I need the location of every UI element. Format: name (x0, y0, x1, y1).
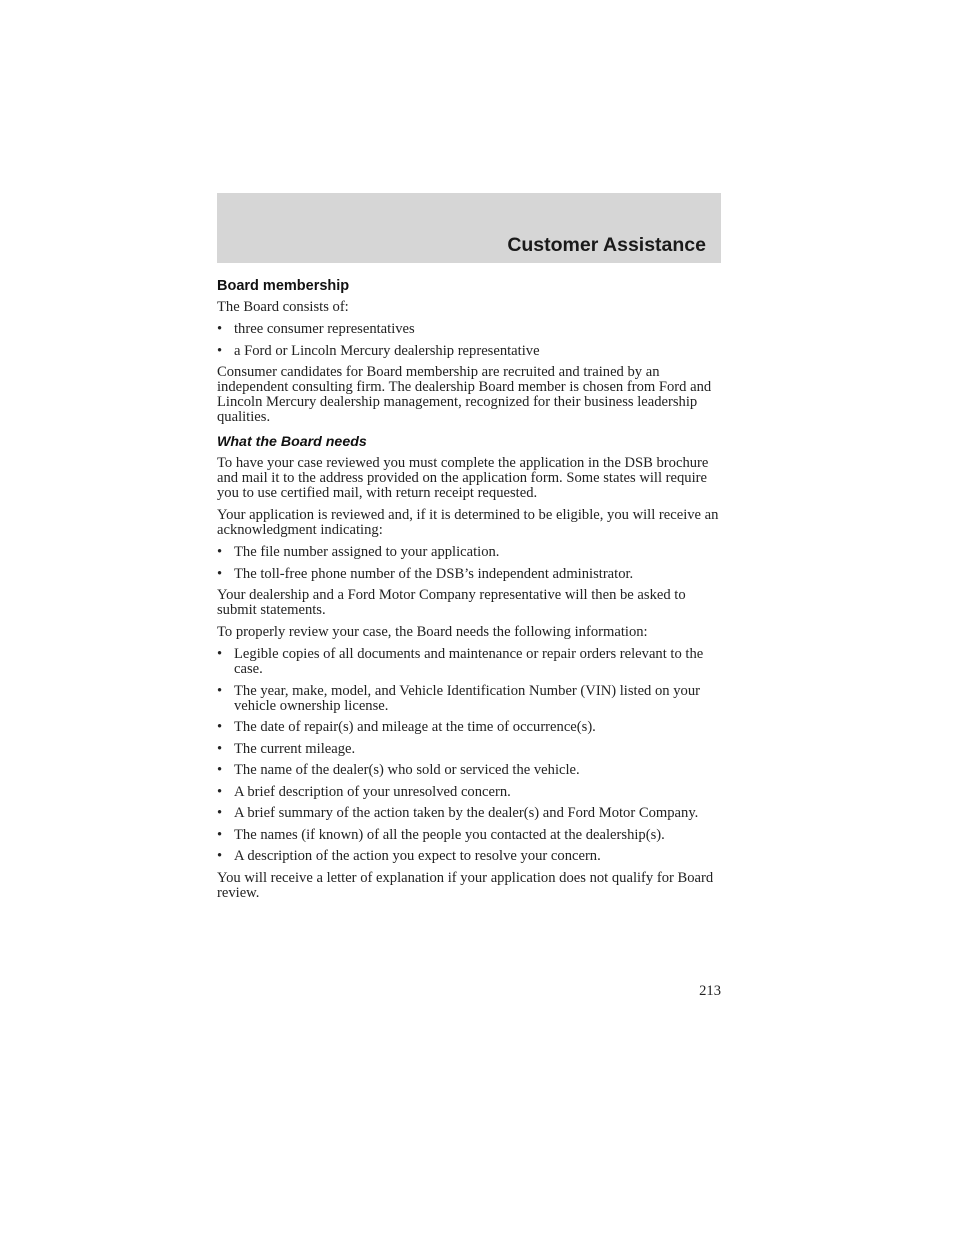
section-title: Board membership (217, 278, 350, 294)
bullet: • (217, 321, 223, 337)
list-item: • The names (if known) of all the people you contacted at the dealership(s). (217, 826, 665, 843)
acknowledgment-list (217, 545, 721, 582)
list-item: • The date of repair(s) and mileage at the time of occurrence(s). (217, 719, 596, 735)
list-item: • The year, make, model, and Vehicle Identification Number (VIN) listed on your vehicle ownership license. (217, 682, 700, 714)
letter-paragraph: You will receive a letter of explanation if your application does not qualify for Board review. (217, 869, 714, 901)
bullet: • (217, 740, 223, 757)
list-item: • The toll-free phone number of the DSB’s independent administrator. (217, 565, 634, 582)
list-item: • The name of the dealer(s) who sold or serviced the vehicle. (217, 762, 580, 778)
list-item: • a Ford or Lincoln Mercury dealership representative (217, 342, 540, 359)
bullet: • (217, 805, 223, 821)
bullet: • (217, 719, 223, 735)
page-content (217, 278, 721, 901)
list-item: • A description of the action you expect to resolve your concern. (217, 848, 601, 864)
info-list (217, 647, 721, 864)
list-item: • The current mileage. (217, 740, 356, 757)
list-item: • A brief summary of the action taken by the dealer(s) and Ford Motor Company. (217, 805, 699, 821)
page-number: 213 (699, 983, 721, 999)
subsection-title: What the Board needs (217, 434, 367, 450)
bullet: • (217, 762, 223, 778)
page-header-title: Customer Assistance (507, 234, 706, 256)
bullet: • (217, 783, 223, 800)
bullet: • (217, 342, 223, 359)
header-band (217, 193, 721, 263)
manual-page (217, 193, 721, 999)
bullet: • (217, 682, 223, 699)
candidates-paragraph: Consumer candidates for Board membership are recruited and trained by an independent consulting firm. The dealership Board member is chosen from Ford and Lincoln Mercury dealership management, recognized for their business leadership qualities. (217, 364, 712, 425)
reviewed-paragraph: Your application is reviewed and, if it is determined to be eligible, you will receive an acknowledgment indicating: (217, 507, 719, 538)
list-item: • three consumer representatives (217, 321, 415, 337)
bullet: • (217, 848, 223, 864)
info-paragraph: To properly review your case, the Board needs the following information: (217, 624, 648, 640)
intro-text: The Board consists of: (217, 299, 349, 315)
bullet: • (217, 646, 223, 662)
bullet: • (217, 544, 223, 560)
members-list (217, 322, 721, 359)
list-item: • The file number assigned to your application. (217, 544, 500, 560)
bullet: • (217, 826, 223, 843)
bullet: • (217, 565, 223, 582)
list-item: • A brief description of your unresolved concern. (217, 783, 511, 800)
list-item: • Legible copies of all documents and maintenance or repair orders relevant to the case. (217, 646, 704, 677)
statements-paragraph: Your dealership and a Ford Motor Company representative will then be asked to submit statements. (217, 587, 686, 618)
application-paragraph: To have your case reviewed you must complete the application in the DSB brochure and mail it to the address provided on the application form. Some states will require you to use certified mail, with return receipt requested. (217, 455, 709, 501)
